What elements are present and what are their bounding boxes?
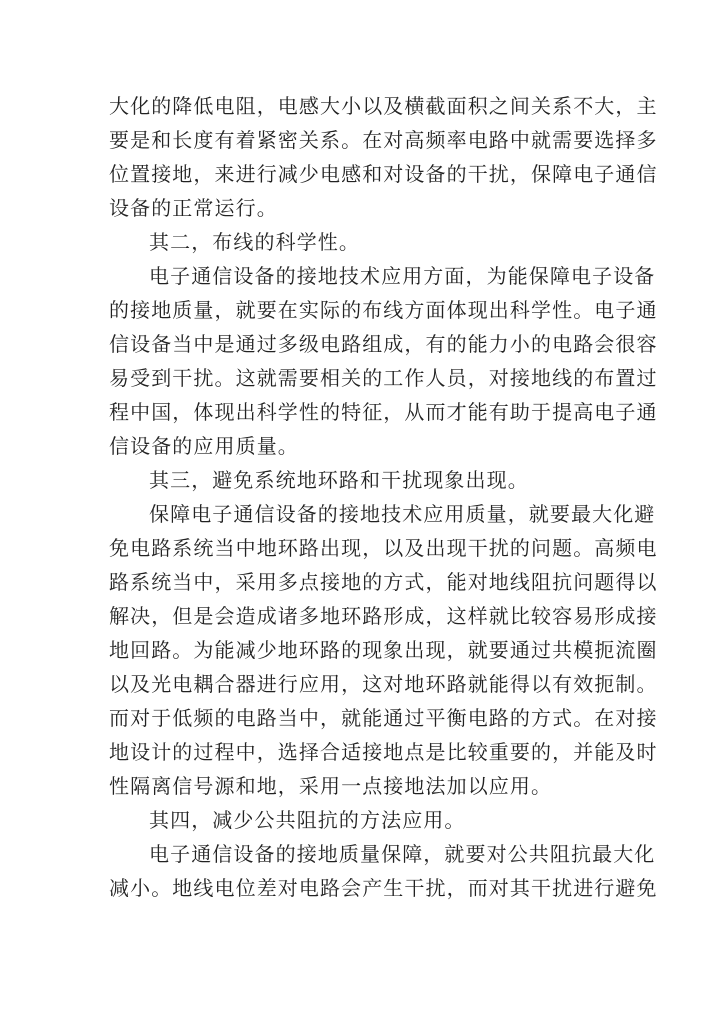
text-line: 解决，但是会造成诸多地环路形成，这样就比较容易形成接 <box>109 604 658 628</box>
text-line: 电子通信设备的接地技术应用方面，为能保障电子设备 <box>149 264 656 288</box>
text-line: 而对于低频的电路当中，就能通过平衡电路的方式。在对接 <box>109 706 658 730</box>
section-heading-4 <box>109 803 629 837</box>
text-line: 性隔离信号源和地，采用一点接地法加以应用。 <box>109 774 553 798</box>
text-line: 信设备当中是通过多级电路组成，有的能力小的电路会很容 <box>109 332 658 356</box>
text-line: 地回路。为能减少地环路的现象出现，就要通过共模扼流圈 <box>109 638 658 662</box>
paragraph-wiring <box>109 259 658 463</box>
paragraph-common-impedance <box>109 837 658 905</box>
text-line: 设备的正常运行。 <box>109 196 278 220</box>
text-line: 电子通信设备的接地质量保障，就要对公共阻抗最大化 <box>149 842 656 866</box>
text-line: 位置接地，来进行减少电感和对设备的干扰，保障电子通信 <box>109 162 658 186</box>
text-line: 程中国，体现出科学性的特征，从而才能有助于提高电子通 <box>109 400 658 424</box>
text-line: 地设计的过程中，选择合适接地点是比较重要的，并能及时 <box>109 740 658 764</box>
text-line: 保障电子通信设备的接地技术应用质量，就要最大化避 <box>149 502 656 526</box>
paragraph-ground-loop <box>109 497 658 803</box>
text-line: 以及光电耦合器进行应用，这对地环路就能得以有效扼制。 <box>109 672 658 696</box>
section-heading-3 <box>109 463 629 497</box>
text-line: 大化的降低电阻，电感大小以及横截面积之间关系不大，主 <box>109 94 658 118</box>
heading-text: 其三，避免系统地环路和干扰现象出现。 <box>149 468 529 492</box>
text-line: 信设备的应用质量。 <box>109 434 299 458</box>
text-line: 易受到干扰。这就需要相关的工作人员，对接地线的布置过 <box>109 366 658 390</box>
heading-text: 其二，布线的科学性。 <box>149 230 360 254</box>
heading-text: 其四，减少公共阻抗的方法应用。 <box>149 808 466 832</box>
text-line: 减小。地线电位差对电路会产生干扰，而对其干扰进行避免 <box>109 876 658 900</box>
text-line: 路系统当中，采用多点接地的方式，能对地线阻抗问题得以 <box>109 570 658 594</box>
text-line: 要是和长度有着紧密关系。在对高频率电路中就需要选择多 <box>109 128 658 152</box>
text-line: 免电路系统当中地环路出现，以及出现干扰的问题。高频电 <box>109 536 658 560</box>
text-line: 的接地质量，就要在实际的布线方面体现出科学性。电子通 <box>109 298 658 322</box>
section-heading-2 <box>109 225 629 259</box>
document-body <box>109 89 658 905</box>
paragraph-continuation <box>109 89 658 225</box>
